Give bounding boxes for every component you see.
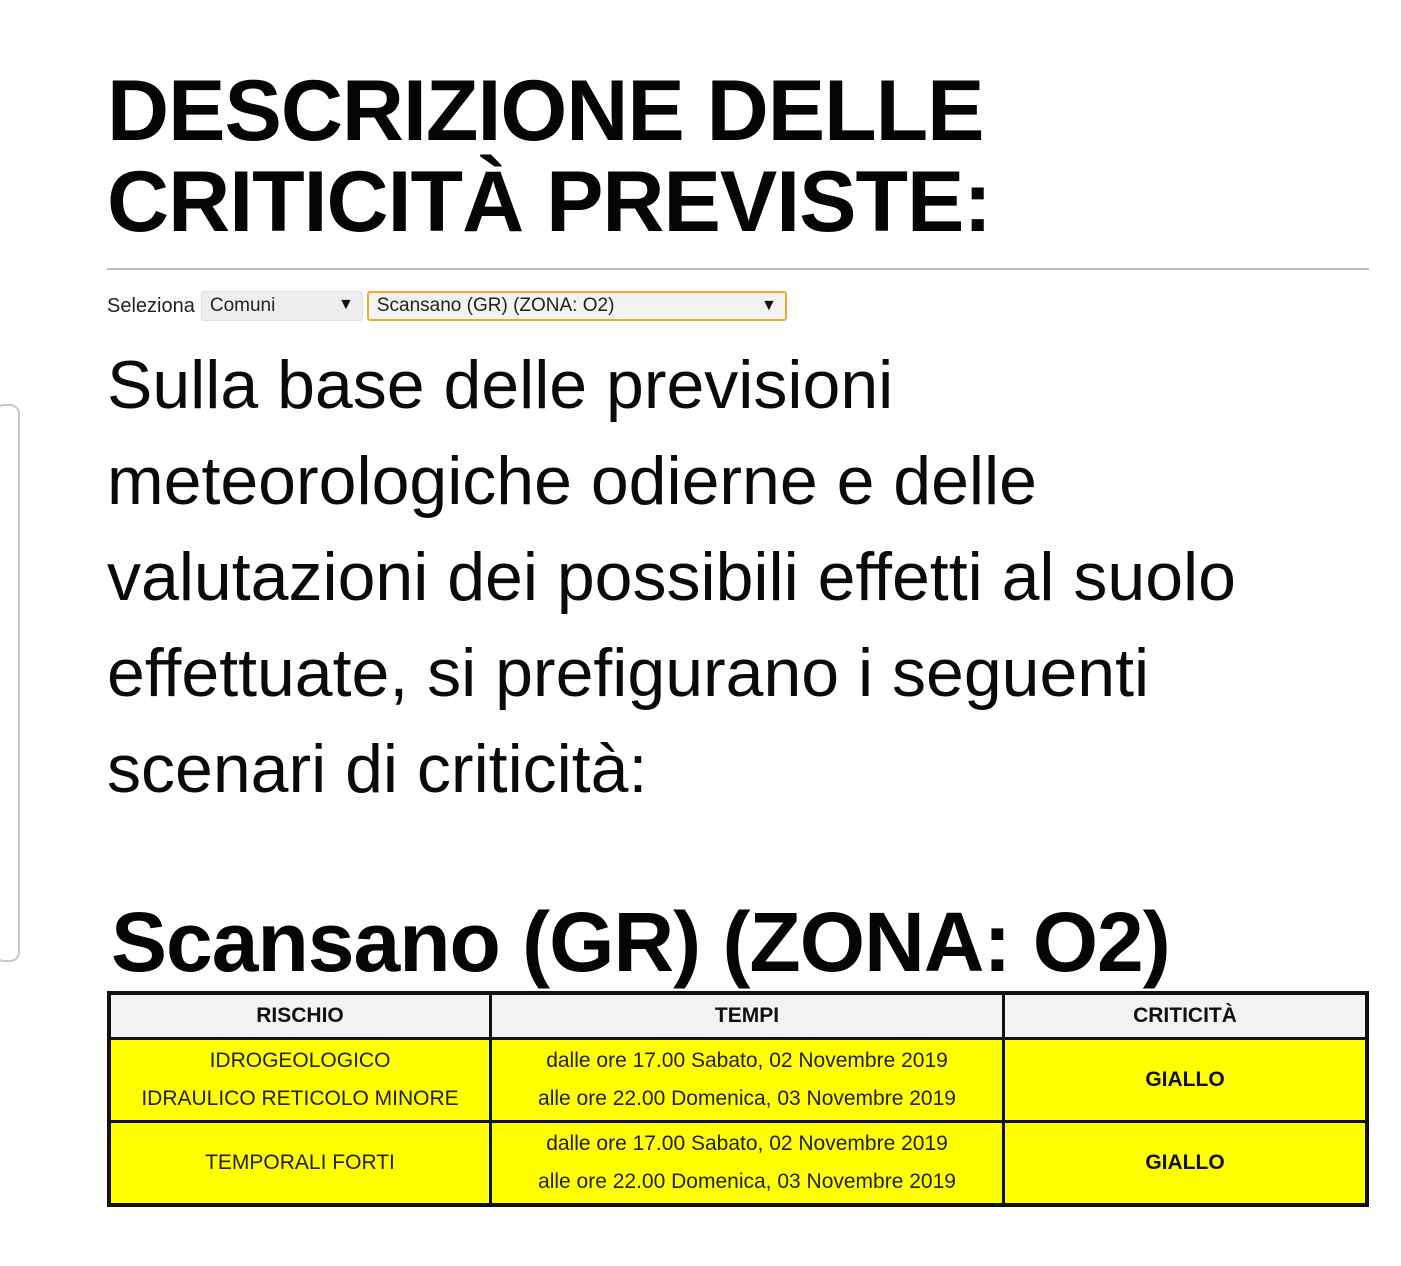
tempi-start: dalle ore 17.00 Sabato, 02 Novembre 2019	[546, 1132, 948, 1155]
tempi-start: dalle ore 17.00 Sabato, 02 Novembre 2019	[546, 1049, 948, 1072]
rischio-line: TEMPORALI FORTI	[205, 1151, 395, 1174]
cell-rischio	[109, 1122, 491, 1206]
side-panel-tab[interactable]	[0, 404, 20, 962]
intro-paragraph: Sulla base delle previsioni meteorologiche odierne e delle valutazioni dei possibili effetti al suolo effettuate, si prefigurano i seguenti scenari di criticità:	[107, 347, 1236, 807]
type-select-value: Comuni	[209, 295, 276, 316]
cell-criticita: GIALLO	[1004, 1122, 1368, 1206]
table-header-row	[109, 993, 1367, 1039]
page-title-line-2: CRITICITÀ PREVISTE:	[107, 154, 992, 250]
divider	[107, 268, 1369, 270]
header-criticita: CRITICITÀ	[1004, 993, 1368, 1039]
tempi-end: alle ore 22.00 Domenica, 03 Novembre 2019	[538, 1087, 956, 1110]
cell-criticita: GIALLO	[1004, 1039, 1368, 1122]
location-select[interactable]	[367, 291, 787, 321]
selector-label: Seleziona	[107, 294, 195, 317]
zone-heading: Scansano (GR) (ZONA: O2)	[111, 895, 1170, 989]
type-select[interactable]	[201, 291, 363, 321]
header-rischio: RISCHIO	[109, 993, 491, 1039]
location-select-value: Scansano (GR) (ZONA: O2)	[376, 295, 615, 316]
tempi-end: alle ore 22.00 Domenica, 03 Novembre 2019	[538, 1170, 956, 1193]
rischio-line: IDRAULICO RETICOLO MINORE	[141, 1087, 459, 1110]
selector-row	[107, 290, 787, 322]
cell-rischio	[109, 1039, 491, 1122]
table-row	[109, 1039, 1367, 1122]
header-tempi: TEMPI	[491, 993, 1004, 1039]
page-title-line-1: DESCRIZIONE DELLE	[107, 63, 984, 159]
dropdown-arrow-icon: ▼	[761, 297, 777, 314]
dropdown-arrow-icon: ▼	[338, 296, 354, 313]
rischio-line: IDROGEOLOGICO	[209, 1049, 391, 1072]
risk-table	[107, 991, 1369, 1207]
table-row	[109, 1122, 1367, 1206]
cell-tempi	[491, 1122, 1004, 1206]
cell-tempi	[491, 1039, 1004, 1122]
page-title	[107, 63, 992, 250]
